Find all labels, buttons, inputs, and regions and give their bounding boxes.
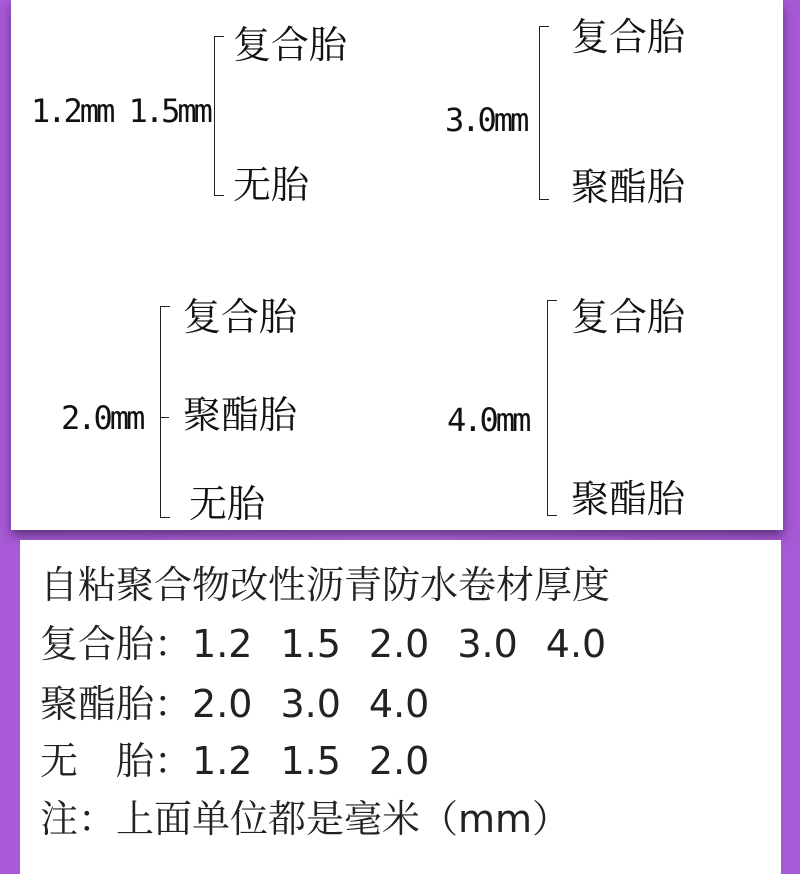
- spec-value: 1.2: [192, 622, 253, 666]
- group2-branch-2: 聚酯胎: [571, 165, 686, 209]
- spec-unit-note: 注：上面单位都是毫米（mm）: [40, 797, 571, 841]
- group3-bracket: [160, 306, 170, 518]
- spec-value: 4.0: [545, 622, 607, 666]
- spec-row-no-base: [40, 739, 430, 783]
- group2-branch-1: 复合胎: [571, 15, 686, 59]
- group1-bracket: [214, 36, 224, 196]
- group4-bracket: [547, 300, 557, 516]
- spec-value: 1.2: [192, 739, 253, 783]
- spec-value: 2.0: [192, 682, 253, 726]
- spec-value: 1.5: [280, 622, 341, 666]
- spec-title: 自粘聚合物改性沥青防水卷材厚度: [40, 563, 611, 607]
- thickness-diagram-panel: [11, 0, 783, 530]
- group3-branch-2: 聚酯胎: [183, 393, 298, 437]
- spec-value: 3.0: [457, 622, 518, 666]
- spec-row-label: 复合胎：: [40, 622, 193, 666]
- group2-bracket: [539, 26, 549, 200]
- group4-branch-2: 聚酯胎: [571, 477, 686, 521]
- spec-row-polyester: [40, 682, 430, 726]
- spec-value: 3.0: [280, 682, 341, 726]
- spec-row-composite: [40, 622, 607, 666]
- spec-value: 4.0: [368, 682, 430, 726]
- group3-middle-tick: [160, 417, 169, 418]
- group3-thickness: 2.0mm: [61, 399, 143, 437]
- spec-value: 1.5: [280, 739, 341, 783]
- spec-row-label: 无 胎：: [40, 739, 193, 783]
- group3-branch-3: 无胎: [189, 482, 266, 526]
- group4-thickness: 4.0mm: [447, 401, 529, 439]
- spec-row-label: 聚酯胎：: [40, 682, 193, 726]
- group4-branch-1: 复合胎: [571, 295, 686, 339]
- group1-thickness: 1.2mm 1.5mm: [31, 92, 210, 130]
- spec-value: 2.0: [368, 622, 430, 666]
- group1-branch-2: 无胎: [233, 163, 310, 207]
- group1-branch-1: 复合胎: [233, 23, 348, 67]
- group3-branch-1: 复合胎: [183, 295, 298, 339]
- spec-value: 2.0: [368, 739, 430, 783]
- group2-thickness: 3.0mm: [445, 101, 527, 139]
